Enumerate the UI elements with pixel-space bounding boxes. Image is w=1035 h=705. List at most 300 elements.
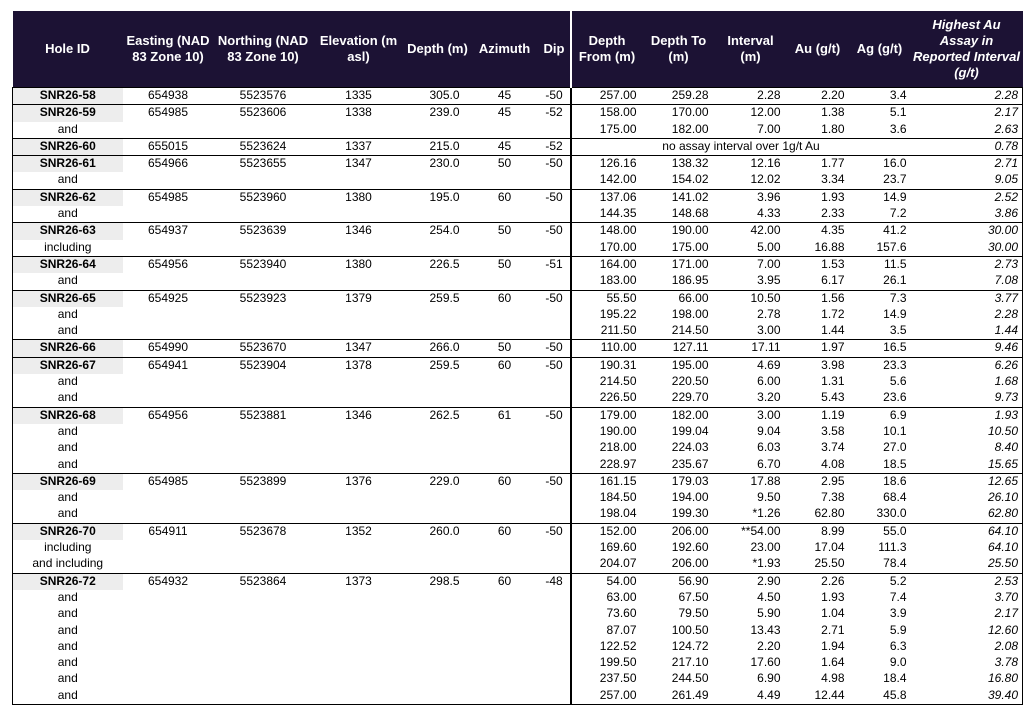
cell-hole-id: SNR26-67 (13, 357, 123, 374)
cell-au: 1.80 (821, 121, 845, 136)
table-row (13, 606, 1023, 622)
cell-depth (405, 590, 471, 606)
cell-highest-au: 1.44 (911, 323, 1023, 340)
cell-azimuth (471, 655, 539, 671)
cell-northing (214, 457, 313, 474)
cell-ag: 7.2 (889, 206, 907, 221)
cell-hole-id: SNR26-64 (13, 256, 123, 273)
table-row (13, 172, 1023, 189)
cell-depth-to: 217.10 (671, 655, 709, 670)
table-row (13, 639, 1023, 655)
cell-depth (405, 172, 471, 189)
cell-interval: 4.49 (715, 688, 787, 705)
cell-au: 5.43 (821, 390, 845, 405)
cell-elevation (313, 172, 405, 189)
cell-dip (539, 606, 571, 622)
cell-elevation (313, 457, 405, 474)
cell-highest-au: 64.10 (911, 523, 1023, 540)
cell-elevation: 1335 (313, 88, 405, 105)
cell-easting: 654925 (123, 290, 214, 307)
cell-ag: 18.6 (849, 473, 911, 490)
cell-depth-to: 244.50 (671, 671, 709, 686)
cell-ag: 23.7 (883, 172, 907, 187)
col-header-elevation: Elevation (m asl) (313, 11, 405, 88)
cell-interval: 12.16 (715, 156, 787, 173)
cell-interval: 10.50 (715, 290, 787, 307)
cell-northing (214, 273, 313, 290)
cell-interval: 5.00 (757, 239, 781, 254)
cell-hole-id: and (13, 506, 123, 523)
cell-easting (123, 457, 214, 474)
cell-interval: 3.95 (757, 273, 781, 288)
cell-depth-to: 214.50 (671, 323, 709, 338)
cell-depth-to: 175.00 (671, 239, 709, 254)
cell-elevation: 1378 (313, 357, 405, 374)
cell-depth-to: 199.30 (671, 506, 709, 521)
cell-depth-from: 214.50 (571, 374, 643, 390)
cell-azimuth (471, 590, 539, 606)
col-header-depth: Depth (m) (405, 11, 471, 88)
cell-depth-to: 182.00 (643, 407, 715, 424)
cell-highest-au: 3.77 (911, 290, 1023, 307)
cell-au: 8.99 (787, 523, 849, 540)
cell-dip: -52 (539, 138, 571, 155)
table-row (13, 323, 1023, 340)
cell-azimuth (471, 688, 539, 705)
cell-easting (123, 655, 214, 671)
cell-dip: -52 (539, 105, 571, 122)
col-header-depth-to: Depth To (m) (643, 11, 715, 88)
table-row (13, 540, 1023, 556)
cell-hole-id: and (13, 606, 123, 622)
cell-depth-from: 148.00 (571, 223, 643, 240)
cell-au: 1.31 (821, 374, 845, 389)
cell-ag: 16.5 (849, 340, 911, 357)
cell-elevation: 1380 (313, 256, 405, 273)
cell-interval: 2.20 (757, 638, 781, 653)
cell-highest-au: 2.28 (911, 88, 1023, 105)
cell-elevation: 1373 (313, 573, 405, 590)
cell-interval: 9.50 (757, 490, 781, 505)
table-row (13, 189, 1023, 206)
cell-interval: 3.00 (715, 407, 787, 424)
cell-northing: 5523624 (214, 138, 313, 155)
cell-easting (123, 671, 214, 687)
drill-results-table (12, 11, 1023, 705)
cell-au: 3.34 (821, 172, 845, 187)
cell-elevation: 1347 (313, 156, 405, 173)
cell-depth-from: 73.60 (571, 606, 643, 622)
cell-depth: 260.0 (405, 523, 471, 540)
cell-depth-to: 124.72 (671, 638, 709, 653)
cell-northing: 5523881 (214, 407, 313, 424)
cell-highest-au: 64.10 (911, 540, 1023, 556)
cell-au: 2.26 (787, 573, 849, 590)
cell-hole-id: and (13, 639, 123, 655)
cell-ag: 7.4 (889, 589, 907, 604)
cell-depth (405, 540, 471, 556)
cell-interval: 4.50 (757, 589, 781, 604)
table-row (13, 655, 1023, 671)
cell-depth (405, 606, 471, 622)
cell-highest-au: 3.86 (911, 206, 1023, 223)
cell-azimuth: 60 (471, 523, 539, 540)
col-header-depth-from: Depth From (m) (571, 11, 643, 88)
cell-interval: 17.88 (715, 473, 787, 490)
cell-ag: 14.9 (849, 189, 911, 206)
cell-hole-id: and (13, 623, 123, 639)
cell-depth-from: 184.50 (571, 490, 643, 506)
col-header-ag: Ag (g/t) (849, 11, 911, 88)
cell-elevation (313, 122, 405, 139)
cell-easting (123, 688, 214, 705)
cell-ag: 6.9 (849, 407, 911, 424)
cell-azimuth: 60 (471, 357, 539, 374)
cell-elevation (313, 307, 405, 323)
cell-highest-au: 9.73 (911, 390, 1023, 407)
cell-interval: 12.00 (715, 105, 787, 122)
cell-northing (214, 639, 313, 655)
cell-highest-au: 7.08 (911, 273, 1023, 290)
cell-easting (123, 307, 214, 323)
cell-dip (539, 307, 571, 323)
table-row (13, 357, 1023, 374)
cell-au: 6.17 (821, 273, 845, 288)
cell-hole-id: and (13, 655, 123, 671)
cell-depth-to: 206.00 (671, 556, 709, 571)
cell-northing (214, 323, 313, 340)
cell-northing (214, 688, 313, 705)
table-row (13, 156, 1023, 173)
cell-azimuth (471, 639, 539, 655)
table-row (13, 256, 1023, 273)
cell-depth (405, 206, 471, 223)
cell-elevation (313, 655, 405, 671)
cell-depth-to: 148.68 (671, 206, 709, 221)
cell-azimuth (471, 307, 539, 323)
cell-elevation (313, 424, 405, 440)
table-row (13, 290, 1023, 307)
cell-azimuth (471, 440, 539, 456)
cell-elevation: 1347 (313, 340, 405, 357)
cell-dip: -50 (539, 473, 571, 490)
cell-hole-id: SNR26-59 (13, 105, 123, 122)
cell-depth (405, 623, 471, 639)
cell-ag: 5.6 (889, 374, 907, 389)
cell-highest-au: 2.28 (911, 307, 1023, 323)
cell-ag: 23.6 (883, 390, 907, 405)
cell-dip (539, 506, 571, 523)
cell-depth (405, 639, 471, 655)
cell-northing: 5523940 (214, 256, 313, 273)
cell-hole-id: and (13, 206, 123, 223)
table-row (13, 206, 1023, 223)
cell-depth-from: 190.00 (571, 424, 643, 440)
cell-no-assay-note: no assay interval over 1g/t Au (571, 138, 911, 155)
cell-depth-from: 87.07 (571, 623, 643, 639)
cell-easting (123, 639, 214, 655)
cell-depth-from: 110.00 (571, 340, 643, 357)
cell-depth (405, 323, 471, 340)
cell-highest-au: 39.40 (911, 688, 1023, 705)
cell-depth-to: 195.00 (643, 357, 715, 374)
cell-au: 2.95 (787, 473, 849, 490)
table-row (13, 623, 1023, 639)
cell-ag: 11.5 (849, 256, 911, 273)
cell-dip: -50 (539, 523, 571, 540)
cell-depth-from: 257.00 (571, 88, 643, 105)
cell-depth-from: 126.16 (571, 156, 643, 173)
table-row (13, 688, 1023, 705)
cell-depth-to: 127.11 (643, 340, 715, 357)
cell-easting (123, 623, 214, 639)
cell-interval: 3.20 (757, 390, 781, 405)
cell-depth-from: 211.50 (571, 323, 643, 340)
cell-ag: 23.3 (849, 357, 911, 374)
cell-au: 4.35 (787, 223, 849, 240)
cell-depth (405, 122, 471, 139)
cell-hole-id: including (13, 240, 123, 257)
col-header-hole-id: Hole ID (13, 11, 123, 88)
cell-interval: *1.26 (752, 506, 781, 521)
col-header-highest-au: Highest Au Assay in Reported Interval (g/t) (911, 11, 1023, 88)
cell-dip (539, 323, 571, 340)
cell-depth-to: 199.04 (671, 423, 709, 438)
cell-interval: 7.00 (715, 256, 787, 273)
cell-elevation: 1376 (313, 473, 405, 490)
cell-elevation (313, 440, 405, 456)
cell-northing (214, 424, 313, 440)
cell-depth-to: 66.00 (643, 290, 715, 307)
cell-northing (214, 206, 313, 223)
cell-dip (539, 671, 571, 687)
col-header-northing: Northing (NAD 83 Zone 10) (214, 11, 313, 88)
cell-azimuth (471, 540, 539, 556)
cell-highest-au: 12.60 (911, 623, 1023, 639)
cell-azimuth (471, 671, 539, 687)
cell-ag: 111.3 (878, 540, 907, 555)
cell-highest-au: 26.10 (911, 490, 1023, 506)
cell-ag: 3.6 (889, 121, 907, 136)
cell-hole-id: including (13, 540, 123, 556)
cell-au: 2.33 (821, 206, 845, 221)
cell-dip (539, 457, 571, 474)
cell-easting (123, 374, 214, 390)
cell-ag: 5.2 (849, 573, 911, 590)
cell-interval: 42.00 (715, 223, 787, 240)
cell-highest-au: 2.08 (911, 639, 1023, 655)
cell-dip (539, 688, 571, 705)
cell-interval: 2.90 (715, 573, 787, 590)
cell-au: 17.04 (814, 540, 845, 555)
cell-highest-au: 9.05 (911, 172, 1023, 189)
cell-hole-id: SNR26-72 (13, 573, 123, 590)
cell-easting: 654956 (123, 407, 214, 424)
cell-depth-to: 198.00 (671, 306, 709, 321)
cell-easting: 654941 (123, 357, 214, 374)
cell-azimuth: 60 (471, 473, 539, 490)
cell-azimuth: 50 (471, 223, 539, 240)
cell-au: 4.08 (821, 456, 845, 471)
cell-northing (214, 390, 313, 407)
cell-depth: 226.5 (405, 256, 471, 273)
cell-hole-id: and (13, 424, 123, 440)
cell-dip: -50 (539, 290, 571, 307)
cell-interval: 12.02 (750, 172, 781, 187)
cell-au: 1.38 (787, 105, 849, 122)
cell-dip (539, 556, 571, 573)
cell-ag: 3.4 (849, 88, 911, 105)
cell-northing (214, 655, 313, 671)
cell-northing (214, 606, 313, 622)
table-row (13, 490, 1023, 506)
cell-depth-from: 158.00 (571, 105, 643, 122)
cell-hole-id: SNR26-58 (13, 88, 123, 105)
cell-highest-au: 15.65 (911, 457, 1023, 474)
cell-highest-au: 2.52 (911, 189, 1023, 206)
cell-highest-au: 12.65 (911, 473, 1023, 490)
cell-interval: 3.00 (757, 323, 781, 338)
cell-easting (123, 556, 214, 573)
cell-azimuth (471, 206, 539, 223)
cell-depth: 259.5 (405, 290, 471, 307)
cell-depth-from: 164.00 (571, 256, 643, 273)
cell-azimuth: 60 (471, 573, 539, 590)
cell-elevation (313, 606, 405, 622)
cell-depth-from: 161.15 (571, 473, 643, 490)
cell-depth (405, 390, 471, 407)
cell-northing (214, 307, 313, 323)
cell-azimuth: 61 (471, 407, 539, 424)
cell-azimuth: 45 (471, 88, 539, 105)
cell-azimuth: 50 (471, 340, 539, 357)
cell-depth-from: 175.00 (571, 122, 643, 139)
cell-hole-id: SNR26-70 (13, 523, 123, 540)
cell-depth-from: 55.50 (571, 290, 643, 307)
cell-dip: -48 (539, 573, 571, 590)
cell-highest-au: 62.80 (911, 506, 1023, 523)
cell-easting: 655015 (123, 138, 214, 155)
cell-au: 12.44 (787, 688, 849, 705)
cell-hole-id: and (13, 374, 123, 390)
cell-dip (539, 639, 571, 655)
cell-northing (214, 490, 313, 506)
cell-dip (539, 440, 571, 456)
cell-hole-id: and (13, 307, 123, 323)
cell-interval: 17.60 (750, 655, 781, 670)
cell-northing: 5523899 (214, 473, 313, 490)
cell-depth-from: 190.31 (571, 357, 643, 374)
cell-northing: 5523904 (214, 357, 313, 374)
cell-elevation (313, 623, 405, 639)
cell-hole-id: and (13, 671, 123, 687)
cell-azimuth: 45 (471, 138, 539, 155)
cell-interval: 13.43 (750, 622, 781, 637)
cell-elevation (313, 273, 405, 290)
cell-dip: -50 (539, 223, 571, 240)
table-row (13, 390, 1023, 407)
cell-depth-from: 179.00 (571, 407, 643, 424)
cell-highest-au: 6.26 (911, 357, 1023, 374)
cell-au: 1.64 (821, 655, 845, 670)
cell-northing (214, 172, 313, 189)
cell-depth: 305.0 (405, 88, 471, 105)
cell-northing (214, 506, 313, 523)
cell-northing (214, 556, 313, 573)
cell-ag: 6.3 (889, 638, 907, 653)
table-row (13, 105, 1023, 122)
cell-northing (214, 374, 313, 390)
cell-dip: -50 (539, 340, 571, 357)
cell-depth-to: 138.32 (643, 156, 715, 173)
cell-depth-to: 190.00 (643, 223, 715, 240)
cell-depth (405, 490, 471, 506)
cell-elevation (313, 374, 405, 390)
cell-depth-from: 204.07 (571, 556, 643, 573)
cell-easting (123, 273, 214, 290)
cell-northing: 5523576 (214, 88, 313, 105)
cell-hole-id: and (13, 390, 123, 407)
cell-northing (214, 540, 313, 556)
cell-interval: 4.33 (757, 206, 781, 221)
cell-depth (405, 307, 471, 323)
cell-depth-from: 170.00 (571, 240, 643, 257)
cell-ag: 9.0 (889, 655, 907, 670)
cell-depth: 195.0 (405, 189, 471, 206)
cell-highest-au: 30.00 (911, 240, 1023, 257)
cell-highest-au: 1.68 (911, 374, 1023, 390)
cell-au: 2.20 (787, 88, 849, 105)
cell-au: 1.94 (821, 638, 845, 653)
cell-easting: 654985 (123, 473, 214, 490)
cell-northing: 5523655 (214, 156, 313, 173)
cell-depth-to: 220.50 (671, 374, 709, 389)
cell-azimuth (471, 240, 539, 257)
cell-azimuth (471, 556, 539, 573)
cell-northing: 5523670 (214, 340, 313, 357)
cell-au: 7.38 (821, 490, 845, 505)
table-row (13, 506, 1023, 523)
drill-results-table-container (12, 11, 1022, 705)
cell-dip (539, 206, 571, 223)
cell-hole-id: and (13, 323, 123, 340)
cell-highest-au: 2.17 (911, 105, 1023, 122)
cell-au: 25.50 (814, 556, 845, 571)
cell-elevation (313, 556, 405, 573)
cell-ag: 14.9 (883, 306, 907, 321)
cell-dip (539, 590, 571, 606)
cell-dip (539, 240, 571, 257)
cell-elevation: 1337 (313, 138, 405, 155)
cell-depth: 254.0 (405, 223, 471, 240)
cell-depth: 262.5 (405, 407, 471, 424)
cell-dip: -50 (539, 357, 571, 374)
cell-elevation (313, 323, 405, 340)
table-body (13, 88, 1023, 705)
cell-dip (539, 490, 571, 506)
cell-au: 1.04 (821, 606, 845, 621)
cell-depth-from: 152.00 (571, 523, 643, 540)
cell-azimuth (471, 374, 539, 390)
cell-dip: -50 (539, 88, 571, 105)
cell-hole-id: SNR26-65 (13, 290, 123, 307)
cell-au: 3.58 (821, 423, 845, 438)
cell-dip (539, 122, 571, 139)
cell-depth (405, 688, 471, 705)
cell-depth: 259.5 (405, 357, 471, 374)
cell-elevation: 1338 (313, 105, 405, 122)
table-row (13, 223, 1023, 240)
